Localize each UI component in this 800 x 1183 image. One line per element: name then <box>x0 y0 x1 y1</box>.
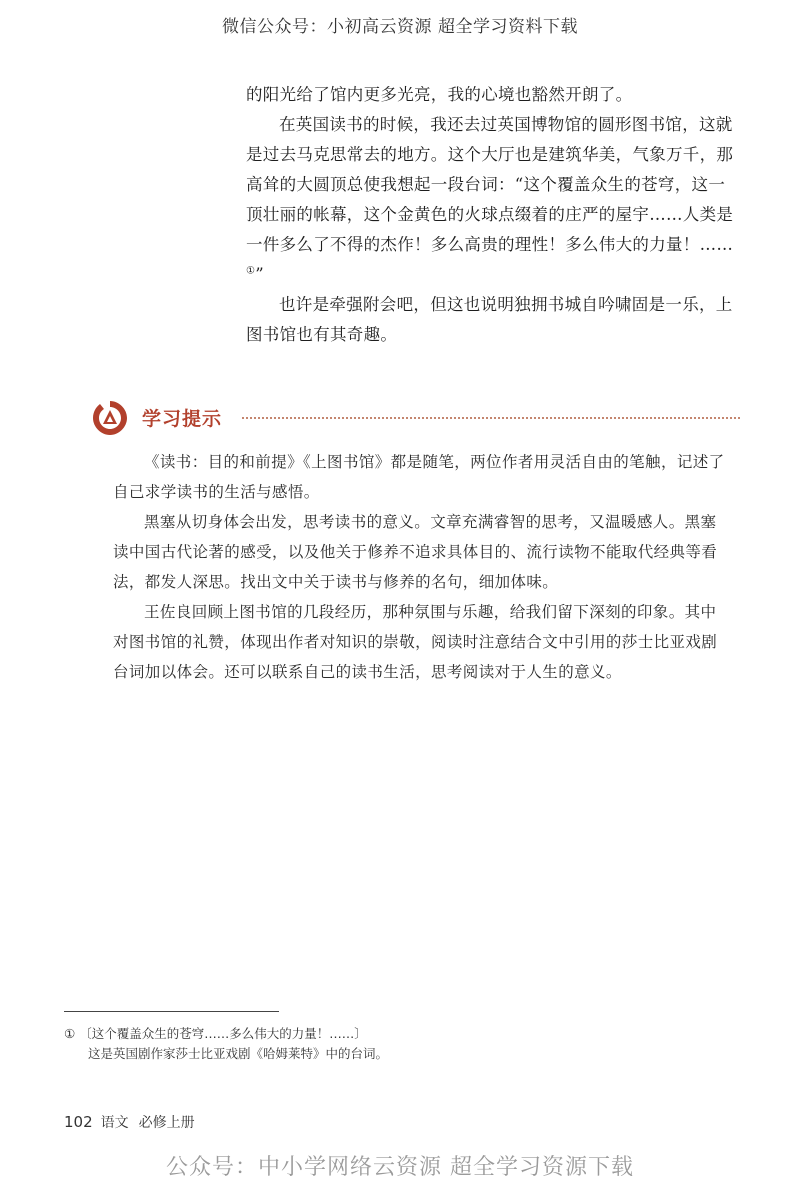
footnote-line-1 <box>64 1024 564 1044</box>
body-paragraph-3: 也许是牵强附会吧，但这也说明独拥书城自吟啸固是一乐，上图书馆也有其奇趣。 <box>246 295 733 344</box>
page-number: 102 <box>64 1113 93 1131</box>
tips-paragraph-3: 王佐良回顾上图书馆的几段经历，那种氛围与乐趣，给我们留下深刻的印象。其中对图书馆的礼赞，体现出作者对知识的崇敬，阅读时注意结合文中引用的莎士比亚戏剧台词加以体会。还可以联系自己的读书生活，思考阅读对于人生的意义。 <box>113 603 718 681</box>
dotted-divider <box>242 417 740 419</box>
body-paragraph-2 <box>246 110 736 290</box>
study-tips-text <box>113 447 728 687</box>
body-paragraph-1: 的阳光给了馆内更多光亮，我的心境也豁然开朗了。 <box>246 85 633 104</box>
bottom-watermark: 公众号：中小学网络云资源 超全学习资源下载 <box>166 1155 634 1180</box>
footnote-quote: 〔这个覆盖众生的苍穹……多么伟大的力量！……〕 <box>79 1026 367 1041</box>
study-tips-header <box>90 398 740 438</box>
footnote-reference[interactable]: ① <box>246 265 256 277</box>
footnote-marker: ① <box>64 1026 76 1041</box>
study-tips-icon <box>90 398 130 438</box>
footnote-line-2: 这是英国剧作家莎士比亚戏剧《哈姆莱特》中的台词。 <box>88 1046 389 1061</box>
book-volume: 必修上册 <box>138 1115 195 1131</box>
book-title: 语文 <box>100 1115 129 1131</box>
section-title: 学习提示 <box>142 408 223 430</box>
footnote <box>64 1024 564 1064</box>
top-watermark: 微信公众号：小初高云资源 超全学习资料下载 <box>222 17 578 37</box>
footnote-divider <box>64 1011 279 1012</box>
main-body-text <box>246 80 736 350</box>
tips-paragraph-2: 黑塞从切身体会出发，思考读书的意义。文章充满睿智的思考，又温暖感人。黑塞读中国古代论著的感受，以及他关于修养不追求具体目的、流行读物不能取代经典等看法，都发人深思。找出文中关于读书与修养的名句，细加体味。 <box>113 513 718 591</box>
body-paragraph-2-text: 在英国读书的时候，我还去过英国博物馆的圆形图书馆，这就是过去马克思常去的地方。这个大厅也是建筑华美，气象万千，那高耸的大圆顶总使我想起一段台词：“这个覆盖众生的苍穹，这一顶壮丽的帐幕，这个金黄色的火球点缀着的庄严的屋宇……人类是一件多么了不得的杰作！多么高贵的理性！多么伟大的力量！…… <box>246 115 734 254</box>
closing-quote: ” <box>255 265 265 284</box>
page-footer <box>64 1112 195 1132</box>
tips-paragraph-1: 《读书：目的和前提》《上图书馆》都是随笔，两位作者用灵活自由的笔触，记述了自己求学读书的生活与感悟。 <box>113 453 725 501</box>
